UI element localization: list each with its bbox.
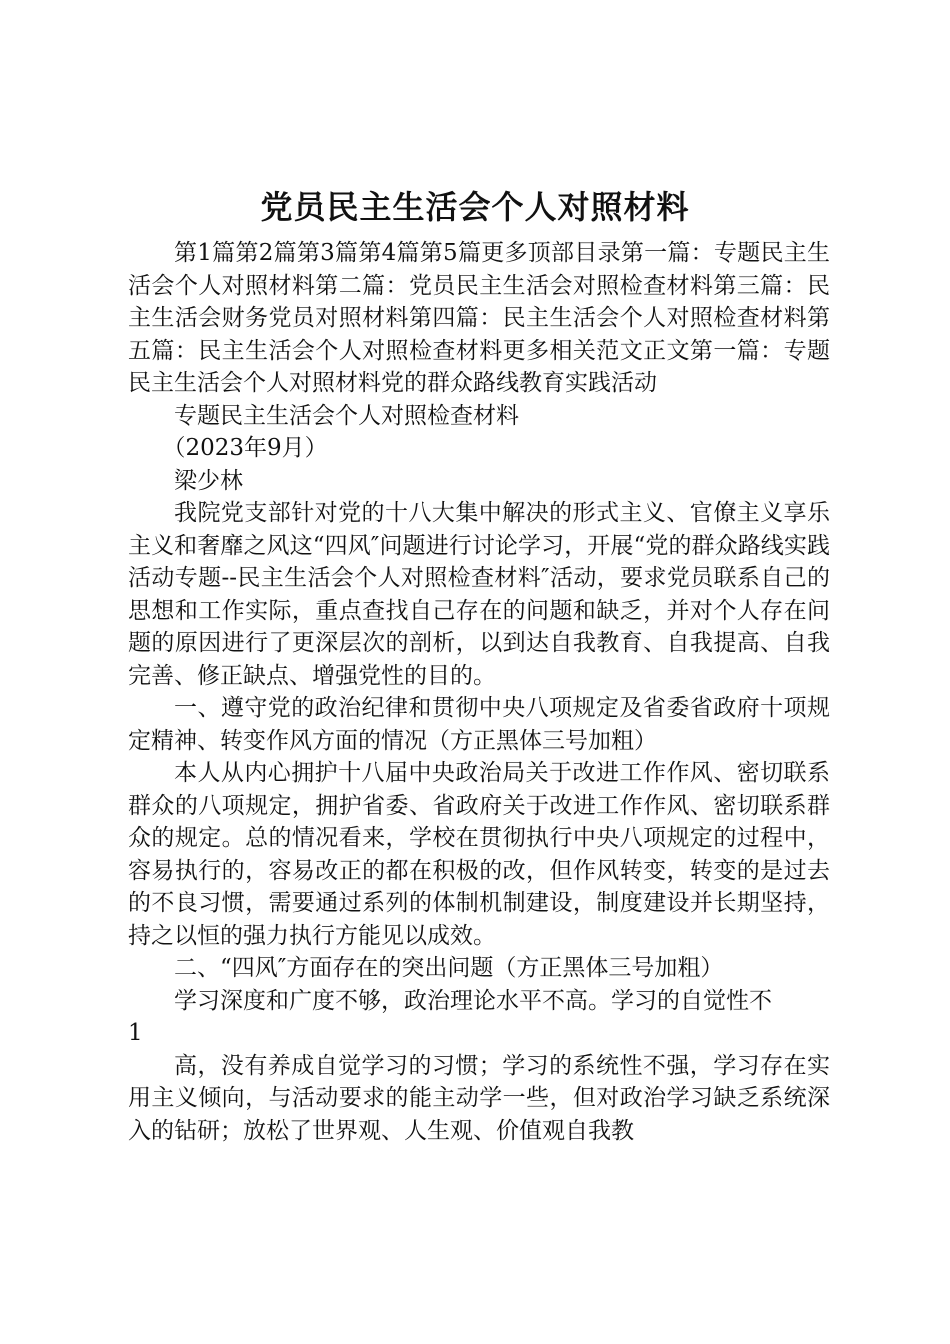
document-title: 党员民主生活会个人对照材料 bbox=[260, 188, 690, 226]
paragraph-intro: 我院党支部针对党的十八大集中解决的形式主义、官僚主义享乐主义和奢靡之风这“四风″问题进行讨论学习，开展“党的群众路线实践活动专题--民主生活会个人对照检查材料″活动，要求党员联系自己的思想和工作实际，重点查找自己存在的问题和缺乏，并对个人存在问题的原因进行了更深层次的剖析，以到达自我教育、自我提高、自我完善、修正缺点、增强党性的目的。 bbox=[128, 500, 830, 689]
document-body bbox=[128, 237, 830, 1147]
page-number: 1 bbox=[128, 1020, 143, 1046]
paragraph-section-1: 本人从内心拥护十八届中央政治局关于改进工作作风、密切联系群众的八项规定，拥护省委、省政府关于改进工作作风、密切联系群众的规定。总的情况看来，学校在贯彻执行中央八项规定的过程中，容易执行的，容易改正的都在积极的改，但作风转变，转变的是过去的不良习惯，需要通过系列的体制机制建设，制度建设并长期坚持，持之以恒的强力执行方能见以成效。 bbox=[128, 760, 830, 949]
paragraph-continuation: 高，没有养成自觉学习的习惯；学习的系统性不强，学习存在实用主义倾向，与活动要求的能主动学一些，但对政治学习缺乏系统深入的钻研；放松了世界观、人生观、价值观自我教 bbox=[128, 1052, 830, 1144]
paragraph-section-2: 学习深度和广度不够，政治理论水平不高。学习的自觉性不 bbox=[174, 987, 772, 1014]
paragraph-date: （2023年9月） bbox=[162, 435, 328, 461]
paragraph-author: 梁少林 bbox=[174, 467, 243, 494]
paragraph-toc: 第1篇第2篇第3篇第4篇第5篇更多顶部目录第一篇：专题民主生活会个人对照材料第二篇：党员民主生活会对照检查材料第三篇：民主生活会财务党员对照材料第四篇：民主生活会个人对照检查材料第五篇：民主生活会个人对照检查材料更多相关范文正文第一篇：专题民主生活会个人对照材料党的群众路线教育实践活动 bbox=[128, 240, 830, 396]
paragraph-subtitle: 专题民主生活会个人对照检查材料 bbox=[174, 402, 519, 429]
section-heading-1: 一、遵守党的政治纪律和贯彻中央八项规定及省委省政府十项规定精神、转变作风方面的情况（方正黑体三号加粗） bbox=[128, 695, 830, 754]
section-heading-2: 二、“四风″方面存在的突出问题（方正黑体三号加粗） bbox=[174, 955, 724, 981]
